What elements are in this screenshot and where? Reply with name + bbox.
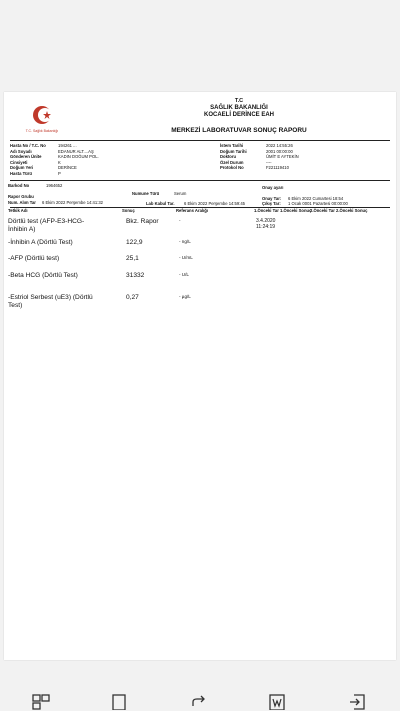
patient-left-value: EDANUR ALT....AŞ [58,148,94,154]
approval-date-row: Onay Tar: 6 Ekim 2022 Cumartesi 18:54 [262,196,344,201]
patient-left-label: Hasta Türü [10,171,32,176]
patient-right-row [220,160,272,165]
patient-left-row [10,143,77,148]
col-result: Sonuç [122,208,135,213]
col-prev2-date: 2.Önceki Tar [310,208,335,213]
edit-document-icon[interactable] [110,694,128,710]
header-hospital: KOCAELİ DERİNCE EAH [203,112,274,118]
test-date-cell [256,218,275,230]
test-reference: - U/mL [179,255,193,260]
output-date-row: Çıkış Tar: 1 Ocak 0001 Pazartesi 00:00:00 [262,201,348,206]
col-test-name: Tetkik Adı [8,208,28,213]
test-name: -Beta HCG (Dörtlü Test) [8,272,78,279]
patient-left-row [10,149,94,154]
word-export-icon[interactable] [268,694,286,710]
patient-left-value: KADIN DOĞUM POL. [58,154,99,160]
patient-left-row [10,171,61,176]
patient-right-label: Protokol No [220,165,244,171]
test-result: 31332 [126,272,145,279]
header-tc: T.C [234,98,244,104]
patient-left-row [10,160,61,165]
ministry-logo [22,102,62,133]
patient-right-label: Doğum Tarihi [220,148,247,154]
patient-left-value: DERİNCE [58,165,77,171]
patient-left-label: Gönderen Ünite [10,154,42,160]
col-prev1-result: 1.Önceki Sonuç [280,208,312,213]
patient-left-value: P [58,171,61,176]
patient-right-value: F221119410 [266,165,289,171]
patient-right-row [220,149,293,154]
test-reference: - ng/L [179,239,191,244]
col-prev2-result: 2.Önceki Sonuç [336,208,368,213]
divider [10,180,390,181]
lab-accept-row: Lab Kabul Tar. 6 Ekim 2022 Perşembe 14:59:45 [146,201,245,206]
approval-label: Onay ayarı [262,185,284,190]
test-result: Bkz. Rapor [126,218,159,225]
pages-icon[interactable] [32,694,50,710]
header-ministry: SAĞLIK BAKANLIĞI [210,105,268,111]
patient-left-row [10,165,77,170]
test-name: -AFP (Dörtlü test) [8,255,60,262]
report-title: MERKEZİ LABORATUVAR SONUÇ RAPORU [171,127,307,134]
patient-left-label: Cinsiyeti [10,159,28,165]
test-result: 25,1 [126,255,139,262]
test-reference: - [179,218,181,223]
patient-right-value: 2022 14:55:26 [266,143,293,148]
col-reference: Referans Aralığı [176,208,208,213]
test-reference: - U/L [179,272,189,277]
patient-right-value: ---- [266,159,272,165]
barcode-row: Barkod No 1964652 [8,183,63,188]
test-result: 0,27 [126,294,139,301]
patient-left-value: K [58,159,61,165]
test-name: -Estriol Serbest (uE3) (Dörtlü Test) [8,294,93,309]
patient-right-row [220,165,289,170]
lab-report-page[interactable] [4,92,396,660]
test-date: 3.4.2020 [256,218,276,224]
patient-left-value: 194261 ... [58,143,77,148]
patient-right-row [220,143,293,148]
test-result: 122,9 [126,239,143,246]
col-prev1-date: 1.Önceki Tar [254,208,279,213]
patient-left-label: Adı Soyadı [10,148,32,154]
test-name: -İnhibin A (Dörtlü Test) [8,239,73,246]
sample-date-row: Num. Alım Tar 6 Ekim 2022 Perşembe 14:41:32 [8,200,103,205]
report-group-row: Rapor Grubu [8,194,34,199]
patient-right-value: ÜMİT E AYTEKİN [266,154,299,160]
logo-caption: T.C. Sağlık Bakanlığı [25,129,59,133]
patient-right-value: 2001 00:00:00 [266,148,293,154]
test-reference: - µg/L [179,294,191,299]
test-name: Dörtlü test (AFP-E3-HCG-İnhibin A) [8,218,85,233]
crescent-star-icon [29,102,55,128]
patient-right-label: İstem Tarihi [220,143,244,148]
viewer-top-bar [0,0,400,90]
exit-icon[interactable] [348,694,366,710]
divider [10,140,390,141]
patient-left-label: Hasta No / T.C. No [10,143,46,148]
patient-right-label: Doktoru [220,154,237,160]
sample-type-row: Numune Türü Serum [132,191,187,196]
patient-left-row [10,154,99,159]
patient-right-label: Özel Durum [220,159,244,165]
share-icon[interactable] [190,694,208,710]
patient-left-label: Doğum Yeri [10,165,34,171]
patient-right-row [220,154,299,159]
test-time: 11:24:19 [256,224,276,230]
bottom-toolbar [0,686,400,711]
